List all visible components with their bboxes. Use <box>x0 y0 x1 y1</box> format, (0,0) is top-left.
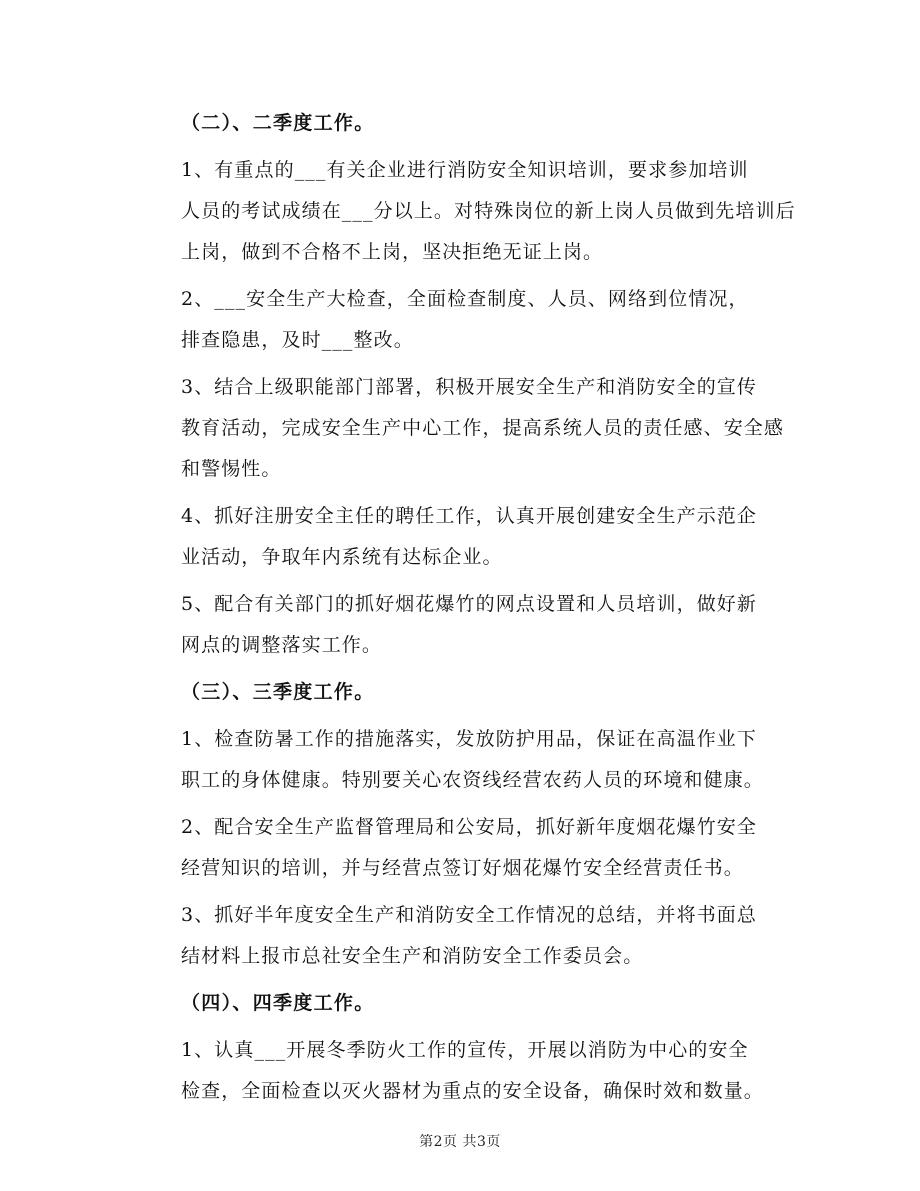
text-line: 经营知识的培训，并与经营点签订好烟花爆竹安全经营责任书。 <box>181 857 744 879</box>
text-line: 上岗，做到不合格不上岗，坚决拒绝无证上岗。 <box>181 241 604 263</box>
text-line: 2、___安全生产大检查，全面检查制度、人员、网络到位情况， <box>181 288 749 310</box>
work-item <box>181 367 785 490</box>
text-line: 业活动，争取年内系统有达标企业。 <box>181 546 503 568</box>
work-item <box>181 895 757 977</box>
text-line: 3、抓好半年度安全生产和消防安全工作情况的总结，并将书面总 <box>181 904 757 926</box>
work-item <box>181 807 757 889</box>
section-heading <box>181 983 741 1024</box>
section-heading <box>181 103 741 144</box>
work-item <box>181 719 764 801</box>
text-line: 1、认真___开展冬季防火工作的宣传，开展以消防为中心的安全 <box>181 1039 749 1061</box>
section-heading <box>181 672 741 713</box>
text-line: （二）、二季度工作。 <box>181 112 375 134</box>
text-line: 职工的身体健康。特别要关心农资线经营农药人员的环境和健康。 <box>181 769 764 791</box>
text-line: 2、配合安全生产监督管理局和公安局，抓好新年度烟花爆竹安全 <box>181 816 757 838</box>
page-indicator: 第2页 共3页 <box>419 1134 501 1150</box>
text-line: 网点的调整落实工作。 <box>181 634 383 656</box>
work-item <box>181 150 796 273</box>
work-item <box>181 1030 764 1112</box>
text-line: （三）、三季度工作。 <box>181 681 375 703</box>
text-line: （四）、四季度工作。 <box>181 992 375 1014</box>
page-footer <box>0 1131 920 1151</box>
text-line: 结材料上报市总社安全生产和消防安全工作委员会。 <box>181 945 644 967</box>
work-item <box>181 279 749 361</box>
work-item <box>181 496 757 578</box>
text-line: 人员的考试成绩在___分以上。对特殊岗位的新上岗人员做到先培训后 <box>181 200 796 222</box>
text-line: 和警惕性。 <box>181 458 282 480</box>
text-line: 5、配合有关部门的抓好烟花爆竹的网点设置和人员培训，做好新 <box>181 593 757 615</box>
document-body <box>181 103 796 1118</box>
work-item <box>181 584 757 666</box>
text-line: 1、检查防暑工作的措施落实，发放防护用品，保证在高温作业下 <box>181 728 757 750</box>
text-line: 排查隐患，及时___整改。 <box>181 329 414 351</box>
text-line: 教育活动，完成安全生产中心工作，提高系统人员的责任感、安全感 <box>181 417 785 439</box>
text-line: 检查，全面检查以灭火器材为重点的安全设备，确保时效和数量。 <box>181 1080 764 1102</box>
text-line: 4、抓好注册安全主任的聘任工作，认真开展创建安全生产示范企 <box>181 505 757 527</box>
text-line: 3、结合上级职能部门部署，积极开展安全生产和消防安全的宣传 <box>181 376 757 398</box>
text-line: 1、有重点的___有关企业进行消防安全知识培训，要求参加培训 <box>181 159 749 181</box>
